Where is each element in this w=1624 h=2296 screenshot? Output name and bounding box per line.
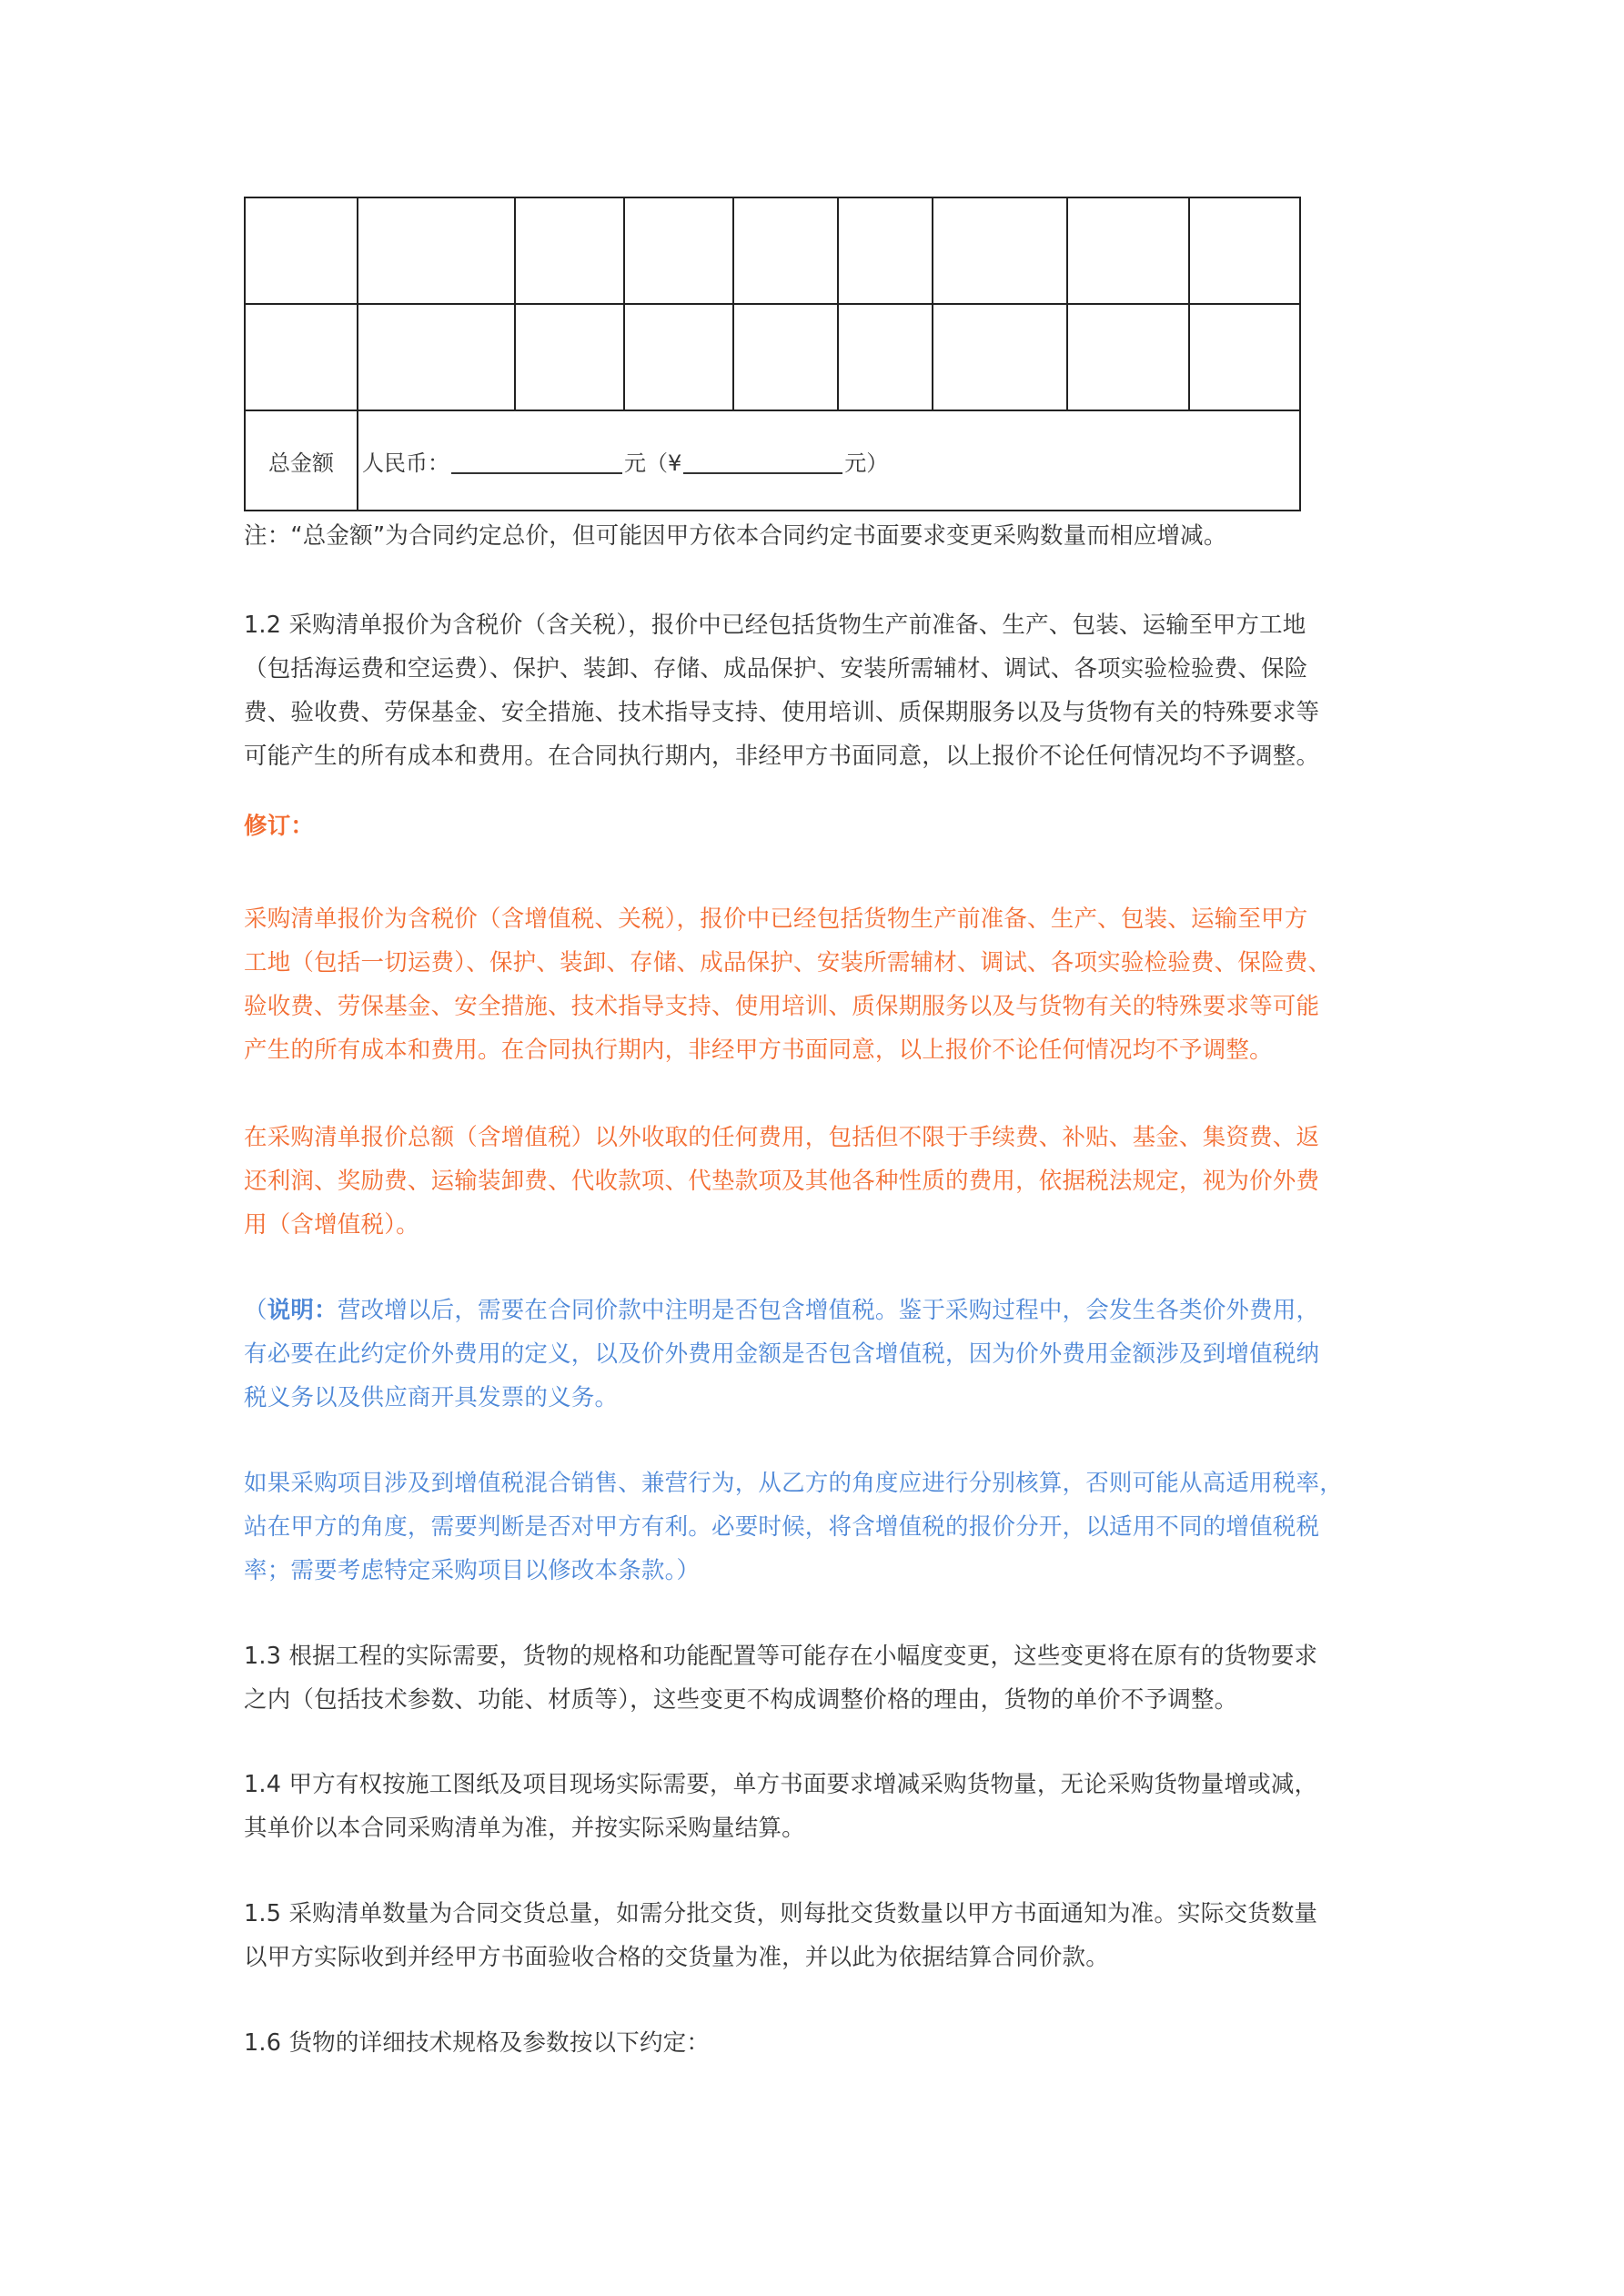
text-line: 采购清单报价为含税价（含增值税、关税），报价中已经包括货物生产前准备、生产、包装、运输至甲方 xyxy=(244,905,1308,933)
text-line: 以甲方实际收到并经甲方书面验收合格的交货量为准，并以此为依据结算合同价款。 xyxy=(244,1944,1109,1971)
text-line: 在采购清单报价总额（含增值税）以外收取的任何费用，包括但不限于手续费、补贴、基金、集资费、返 xyxy=(244,1124,1320,1151)
yuan-label: 元（¥ xyxy=(624,450,682,476)
revision-paragraph-2 xyxy=(244,1116,1381,1247)
explanation-text: 营改增以后，需要在合同价款中注明是否包含增值税。鉴于采购过程中，会发生各类价外费用， xyxy=(337,1297,1320,1324)
text-line: 其单价以本合同采购清单为准，并按实际采购量结算。 xyxy=(244,1815,805,1842)
yen-amount-blank[interactable] xyxy=(683,449,842,474)
table-cell[interactable] xyxy=(1189,304,1300,410)
clause-1-5 xyxy=(244,1892,1381,1979)
table-cell[interactable] xyxy=(1067,197,1189,304)
text-line: 1.4 甲方有权按施工图纸及项目现场实际需要，单方书面要求增减采购货物量，无论采购货物量增或减， xyxy=(244,1771,1318,1798)
table-row xyxy=(245,304,1300,410)
purchase-list-table xyxy=(244,197,1301,511)
clause-1-3 xyxy=(244,1634,1381,1722)
table-cell[interactable] xyxy=(624,197,733,304)
text-line: 之内（包括技术参数、功能、材质等），这些变更不构成调整价格的理由，货物的单价不予调整。 xyxy=(244,1686,1238,1714)
table-note: 注：“总金额”为合同约定总价，但可能因甲方依本合同约定书面要求变更采购数量而相应增减。 xyxy=(244,522,1227,550)
clause-1-4 xyxy=(244,1763,1381,1850)
text-line: 如果采购项目涉及到增值税混合销售、兼营行为，从乙方的角度应进行分别核算，否则可能从高适用税率， xyxy=(244,1470,1343,1497)
table-cell[interactable] xyxy=(838,304,933,410)
table-cell[interactable] xyxy=(358,197,515,304)
text-line: 税义务以及供应商开具发票的义务。 xyxy=(244,1384,619,1411)
rmb-amount-blank[interactable] xyxy=(451,449,622,474)
explanation-paragraph-2 xyxy=(244,1462,1381,1593)
table-cell[interactable] xyxy=(245,304,358,410)
text-line: 率；需要考虑特定采购项目以修改本条款。） xyxy=(244,1557,701,1584)
clause-1-6: 1.6 货物的详细技术规格及参数按以下约定： xyxy=(244,2029,711,2057)
text-line: 用（含增值税）。 xyxy=(244,1211,419,1239)
total-amount-label: 总金额 xyxy=(245,410,358,511)
text-line: 站在甲方的角度，需要判断是否对甲方有利。必要时候，将含增值税的报价分开，以适用不同的增值税税 xyxy=(244,1513,1320,1541)
text-line: 1.3 根据工程的实际需要，货物的规格和功能配置等可能存在小幅度变更，这些变更将在原有的货物要求 xyxy=(244,1643,1318,1670)
text-line: 工地（包括一切运费）、保护、装卸、存储、成品保护、安装所需辅材、调试、各项实验检验费、保险费、 xyxy=(244,949,1332,976)
text-line: （包括海运费和空运费）、保护、装卸、存储、成品保护、安装所需辅材、调试、各项实验检验费、保险 xyxy=(244,655,1308,683)
rmb-prefix: 人民币： xyxy=(362,450,449,476)
revision-paragraph-1 xyxy=(244,897,1381,1072)
explanation-paragraph-1 xyxy=(244,1289,1381,1420)
text-line: 产生的所有成本和费用。在合同执行期内，非经甲方书面同意，以上报价不论任何情况均不予调整。 xyxy=(244,1037,1273,1064)
clause-1-2 xyxy=(244,603,1381,778)
explanation-label: 说明： xyxy=(267,1297,338,1324)
table-row xyxy=(245,197,1300,304)
table-cell[interactable] xyxy=(733,304,838,410)
open-paren: （ xyxy=(244,1297,267,1324)
text-line: 还利润、奖励费、运输装卸费、代收款项、代垫款项及其他各种性质的费用，依据税法规定，视为价外费 xyxy=(244,1168,1320,1195)
text-line: 费、验收费、劳保基金、安全措施、技术指导支持、使用培训、质保期服务以及与货物有关的特殊要求等 xyxy=(244,699,1320,726)
text-line: 有必要在此约定价外费用的定义，以及价外费用金额是否包含增值税，因为价外费用金额涉及到增值税纳 xyxy=(244,1340,1320,1368)
table-cell[interactable] xyxy=(733,197,838,304)
yuan-close-label: 元） xyxy=(844,450,889,476)
table-cell[interactable] xyxy=(1067,304,1189,410)
table-cell[interactable] xyxy=(933,197,1067,304)
table-cell[interactable] xyxy=(933,304,1067,410)
text-line: 验收费、劳保基金、安全措施、技术指导支持、使用培训、质保期服务以及与货物有关的特殊要求等可能 xyxy=(244,993,1320,1020)
total-amount-row xyxy=(245,410,1300,511)
table-cell[interactable] xyxy=(1189,197,1300,304)
table-cell[interactable] xyxy=(358,304,515,410)
table-cell[interactable] xyxy=(838,197,933,304)
text-line xyxy=(244,1289,1381,1332)
revision-heading: 修订： xyxy=(244,813,315,840)
text-line: 1.5 采购清单数量为合同交货总量，如需分批交货，则每批交货数量以甲方书面通知为准。实际交货数量 xyxy=(244,1900,1318,1927)
table-cell[interactable] xyxy=(624,304,733,410)
text-line: 1.2 采购清单报价为含税价（含关税），报价中已经包括货物生产前准备、生产、包装、运输至甲方工地 xyxy=(244,612,1306,639)
table-cell[interactable] xyxy=(245,197,358,304)
table-cell[interactable] xyxy=(515,197,624,304)
total-amount-value xyxy=(358,410,1300,511)
table-cell[interactable] xyxy=(515,304,624,410)
text-line: 可能产生的所有成本和费用。在合同执行期内，非经甲方书面同意，以上报价不论任何情况均不予调整。 xyxy=(244,743,1320,770)
